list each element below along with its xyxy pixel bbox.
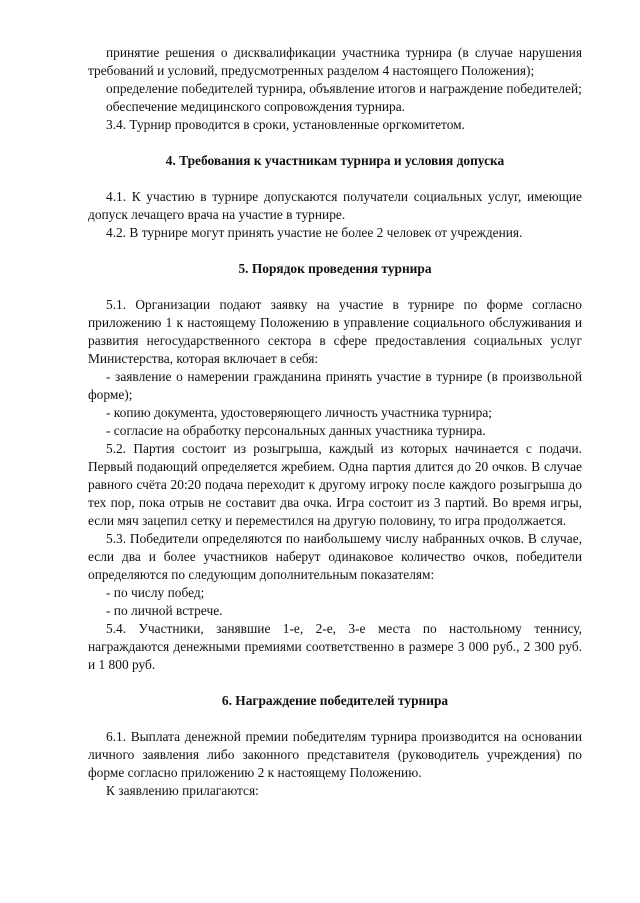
spacer	[88, 674, 582, 692]
paragraph: 5.3. Победители определяются по наибольшему числу набранных очков. В случае, если два и более участников наберут одинаковое количество очков, победители определяются по следующим дополнительным показателям:	[88, 531, 582, 582]
list-item: - копию документа, удостоверяющего личность участника турнира;	[106, 405, 492, 420]
paragraph: 5.4. Участники, занявшие 1-е, 2-е, 3-е места по настольному теннису, награждаются денежными премиями соответственно в размере 3 000 руб., 2 300 руб. и 1 800 руб.	[88, 621, 582, 672]
paragraph: обеспечение медицинского сопровождения турнира.	[106, 99, 406, 114]
section-heading: 4. Требования к участникам турнира и условия допуска	[165, 153, 505, 168]
paragraph: определение победителей турнира, объявление итогов и награждение победителей;	[106, 81, 582, 96]
list-item: - по личной встрече.	[106, 603, 223, 618]
paragraph: 4.2. В турнире могут принять участие не более 2 человек от учреждения.	[106, 225, 523, 240]
spacer	[88, 242, 582, 260]
spacer	[88, 134, 582, 152]
spacer	[88, 710, 582, 728]
paragraph: 4.1. К участию в турнире допускаются получатели социальных услуг, имеющие допуск лечащего врача на участие в турнире.	[88, 189, 582, 222]
paragraph: 5.2. Партия состоит из розыгрыша, каждый из которых начинается с подачи. Первый подающий определяется жребием. Одна партия длится до 20 очков. В случае равного счёта 20:20 подача переходит к другому игроку после каждого розыгрыша до тех пор, пока отрыв не составит два очка. Игра состоит из 3 партий. Во время игры, если мяч зацепил сетку и переместился на другую половину, то игра продолжается.	[88, 441, 582, 528]
paragraph: принятие решения о дисквалификации участника турнира (в случае нарушения требований и условий, предусмотренных разделом 4 настоящего Положения);	[88, 45, 582, 78]
paragraph: 3.4. Турнир проводится в сроки, установленные оргкомитетом.	[106, 117, 465, 132]
section-heading: 6. Награждение победителей турнира	[221, 693, 449, 708]
list-item: - согласие на обработку персональных данных участника турнира.	[106, 423, 486, 438]
spacer	[88, 278, 582, 296]
list-item: - заявление о намерении гражданина принять участие в турнире (в произвольной форме);	[88, 369, 582, 402]
paragraph: 5.1. Организации подают заявку на участие в турнире по форме согласно приложению 1 к настоящему Положению в управление социального обслуживания и развития негосударственного сектора в сфере предоставления социальных услуг Министерства, которая включает в себя:	[88, 297, 582, 366]
list-item: - по числу побед;	[106, 585, 205, 600]
spacer	[88, 170, 582, 188]
paragraph: 6.1. Выплата денежной премии победителям турнира производится на основании личного заявления либо законного представителя (руководитель учреждения) по форме согласно приложению 2 к настоящему Положению.	[88, 729, 582, 780]
section-heading: 5. Порядок проведения турнира	[238, 261, 432, 276]
paragraph: К заявлению прилагаются:	[106, 783, 259, 798]
